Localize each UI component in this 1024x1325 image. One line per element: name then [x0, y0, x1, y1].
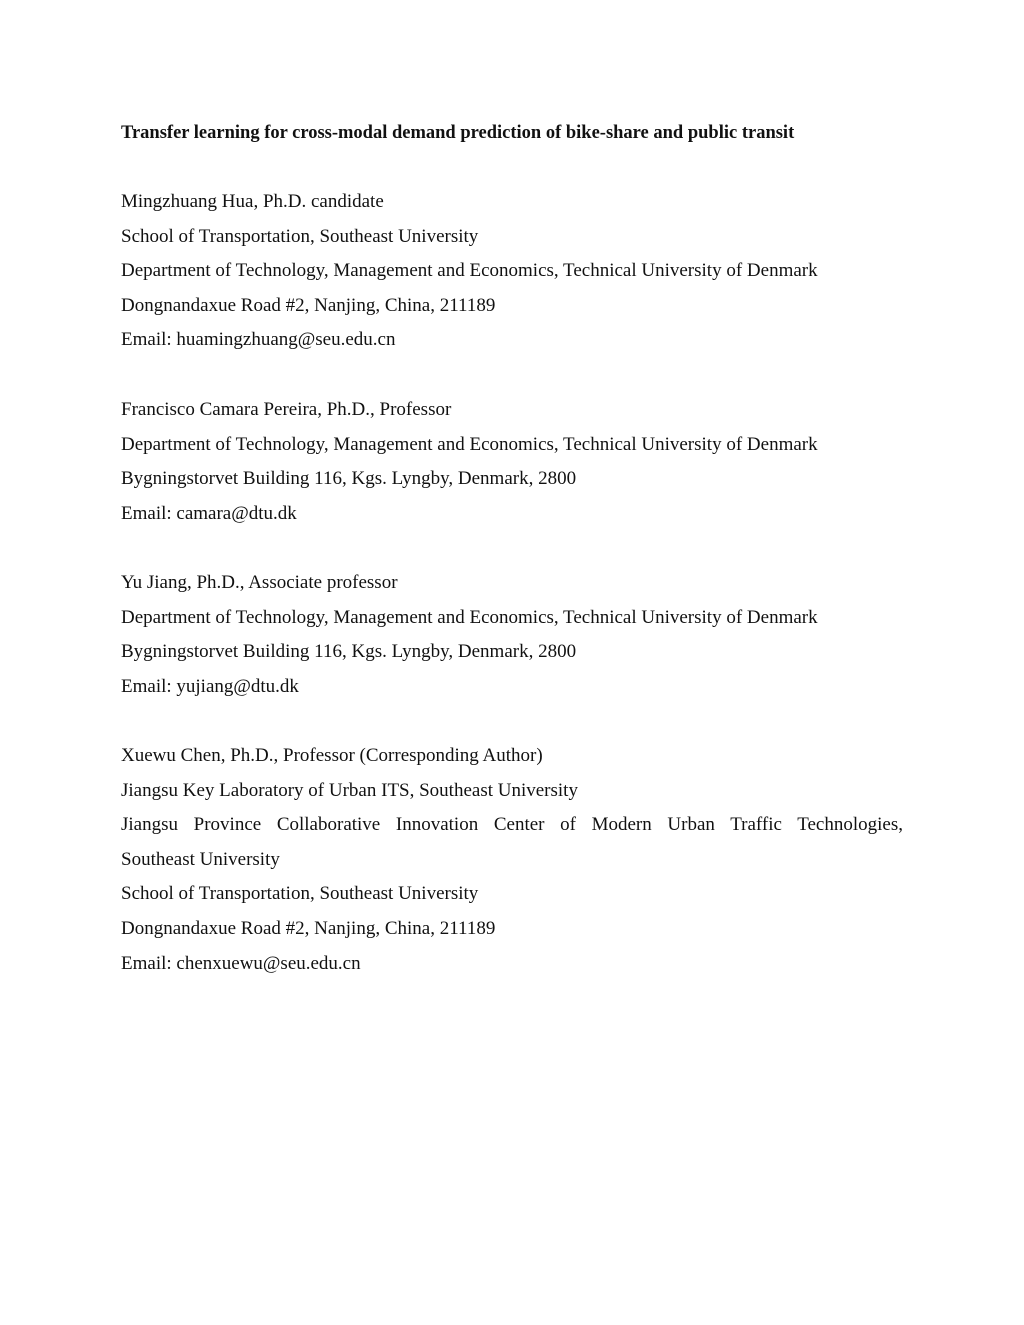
- affiliation-line: Department of Technology, Management and Economics, Technical University of Denmark: [121, 606, 818, 628]
- affiliation-line: School of Transportation, Southeast University: [121, 225, 479, 247]
- author-name-line: Xuewu Chen, Ph.D., Professor (Corresponding Author): [121, 745, 543, 766]
- address-line: Dongnandaxue Road #2, Nanjing, China, 211189: [121, 294, 496, 316]
- author-name-line: Yu Jiang, Ph.D., Associate professor: [121, 572, 398, 593]
- email-line: Email: chenxuewu@seu.edu.cn: [121, 952, 361, 974]
- affiliation-line: School of Transportation, Southeast University: [121, 883, 479, 905]
- address-line: Bygningstorvet Building 116, Kgs. Lyngby, Denmark, 2800: [121, 468, 577, 490]
- affiliation-line: Department of Technology, Management and Economics, Technical University of Denmark: [121, 260, 818, 282]
- author-block-pereira: [121, 393, 903, 531]
- author-block-jiang: [121, 566, 903, 704]
- affiliation-line-justified: Jiangsu Province Collaborative Innovation Center of Modern Urban Traffic Technologies,: [121, 814, 903, 836]
- paper-title: Transfer learning for cross-modal demand prediction of bike-share and public transit: [121, 123, 795, 143]
- email-line: Email: camara@dtu.dk: [121, 502, 297, 524]
- affiliation-line-continued: Southeast University: [121, 848, 280, 870]
- email-line: Email: huamingzhuang@seu.edu.cn: [121, 329, 396, 351]
- affiliation-line: Jiangsu Key Laboratory of Urban ITS, Southeast University: [121, 779, 578, 801]
- author-name-line: Mingzhuang Hua, Ph.D. candidate: [121, 191, 384, 212]
- email-line: Email: yujiang@dtu.dk: [121, 675, 299, 697]
- affiliation-line: Department of Technology, Management and Economics, Technical University of Denmark: [121, 433, 818, 455]
- address-line: Bygningstorvet Building 116, Kgs. Lyngby, Denmark, 2800: [121, 641, 577, 663]
- author-name-line: Francisco Camara Pereira, Ph.D., Professor: [121, 399, 452, 420]
- author-block-chen: [121, 739, 903, 981]
- address-line: Dongnandaxue Road #2, Nanjing, China, 211189: [121, 917, 496, 939]
- author-block-hua: [121, 185, 903, 358]
